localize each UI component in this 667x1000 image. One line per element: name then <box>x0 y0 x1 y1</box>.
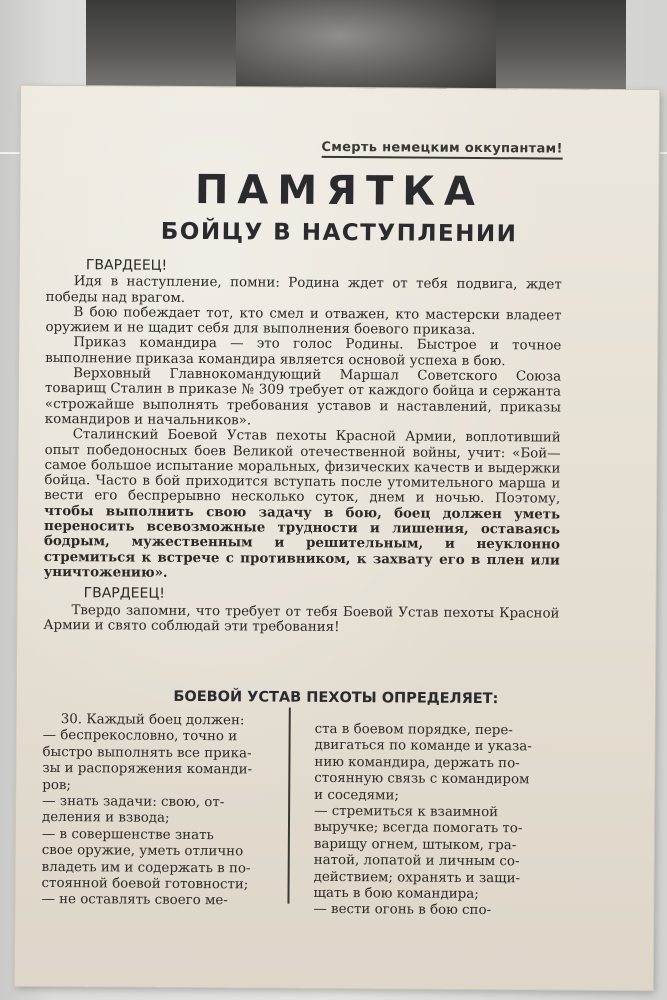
column-right-line: — стремиться к взаимной <box>314 803 499 821</box>
column-left-line: 30. Каждый боец должен: <box>60 712 245 729</box>
column-left-line: зы и распоряжения команди- <box>42 761 253 778</box>
column-right-line: стоянную связь с командиром <box>314 771 530 788</box>
background-photo-shade <box>236 0 496 90</box>
paragraph-field-manual <box>44 427 561 584</box>
column-right-line: действием; охранять и защи- <box>313 869 521 886</box>
appeal-guardsman-second: ГВАРДЕЕЦ! <box>83 585 165 603</box>
paragraph-remember: Твердо запомни, что требует от тебя Боевой Устав пехоты Красной Армии и свято соблюдай эти требования! <box>43 602 560 635</box>
column-right-line: — вести огонь в бою спо- <box>313 902 492 919</box>
column-right-line: нию командира, держать по- <box>314 754 520 772</box>
leaflet-sheet <box>15 86 659 990</box>
leaflet-body <box>43 258 562 637</box>
column-right-line: двигаться по команде и указа- <box>314 738 532 755</box>
leaflet-title: ПАМЯТКА <box>194 167 485 216</box>
column-left <box>41 712 274 910</box>
paragraph-order: Приказ командира — это голос Родины. Быстрое и точное выполнение приказа командира является основой успеха в бою. <box>45 335 562 369</box>
column-right-line: натой, лопатой и личным со- <box>313 853 520 870</box>
column-left-line: — в совершенстве знать <box>41 826 214 843</box>
field-manual-text: Сталинский Боевой Устав пехоты Красной Армии, воплотивший опыт победоносных боев Великой отечественной войны, учит: «Бой—самое большое испытание моральных, физических качеств и выдержки бойца. Часто в бой приходится вступать после утомительного марша и вести его беспрерывно несколько суток, днем и ночью. Поэтому, <box>44 427 561 508</box>
column-left-line: деления и взвода; <box>41 810 170 827</box>
column-right-line: щать в бою командира; <box>313 885 479 903</box>
column-left-line: — не оставлять своего ме- <box>41 892 228 909</box>
column-right-line: ста в боевом порядке, пере- <box>314 721 513 739</box>
background-photo <box>86 0 626 90</box>
column-left-line: — беспрекословно, точно и <box>42 728 238 745</box>
column-right-line: и соседями; <box>314 787 399 804</box>
section-heading: БОЕВОЙ УСТАВ ПЕХОТЫ ОПРЕДЕЛЯЕТ: <box>173 688 499 708</box>
paragraph-homeland: Идя в наступление, помни: Родина ждет от тебя подвига, ждет победы над врагом. <box>45 274 562 306</box>
column-left-line: быстро выполнять все прика- <box>42 744 252 762</box>
column-left-line: стоянной боевой готовности; <box>41 876 249 893</box>
appeal-guardsman: ГВАРДЕЕЦ! <box>85 257 168 274</box>
paragraph-order-309: Верховный Главнокомандующий Маршал Советского Союза товарищ Сталин в приказе № 309 требует от каждого бойца и сержанта «строжайше выполнять требования уставов и наставлений, приказы командиров и начальников». <box>44 366 562 429</box>
column-divider <box>287 708 290 904</box>
paragraph-battle: В бою побеждает тот, кто смел и отважен, кто мастерски владеет оружием и не щадит себя для выполнения боевого приказа. <box>45 305 562 339</box>
column-left-line: — знать задачи: свою, от- <box>42 793 225 811</box>
column-left-line: свое оружие, уметь отлично <box>41 843 244 860</box>
column-right-line: выручке; всегда помогать то- <box>313 820 523 837</box>
slogan: Смерть немецким оккупантам! <box>321 140 562 160</box>
field-manual-quote-bold: чтобы выполнить свою задачу в бою, боец должен уметь переносить всевозможные трудности и лишения, оставаясь бодрым, мужественным и решительным, и неуклонно стремиться к встрече с противником, к захвату его в плен или уничтожению». <box>43 502 561 581</box>
column-left-line: ров; <box>42 777 72 793</box>
leaflet-subtitle: БОЙЦУ В НАСТУПЛЕНИИ <box>160 218 518 248</box>
column-right-line: варищу огнем, штыком, гра- <box>313 836 517 854</box>
column-left-line: владеть им и содержать в по- <box>41 859 251 877</box>
column-right <box>313 722 560 921</box>
